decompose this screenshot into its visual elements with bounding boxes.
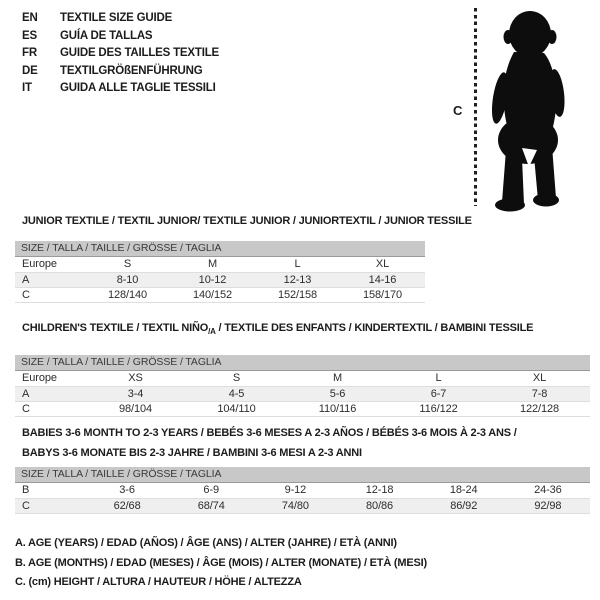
- babies-title-line2: BABYS 3-6 MONATE BIS 2-3 JAHRE / BAMBINI 3-6 MESI A 2-3 ANNI: [22, 446, 362, 459]
- language-row-fr: [22, 45, 219, 63]
- row-label: C: [15, 401, 85, 416]
- size-cell: 152/158: [255, 287, 340, 302]
- table-row: [15, 401, 590, 416]
- babies-title-line1: BABIES 3-6 MONTH TO 2-3 YEARS / BEBÉS 3-6 MESES A 2-3 AÑOS / BÉBÉS 3-6 MOIS À 2-3 ANS /: [22, 427, 517, 439]
- row-label: A: [15, 272, 85, 287]
- legend-line-a: A. AGE (YEARS) / EDAD (AÑOS) / ÂGE (ANS) / ALTER (JAHRE) / ETÀ (ANNI): [15, 537, 397, 549]
- children-table-grid: [15, 371, 590, 417]
- size-cell: L: [388, 371, 489, 386]
- table-row: [15, 483, 590, 498]
- language-code: IT: [22, 82, 32, 95]
- language-code: FR: [22, 47, 37, 60]
- size-cell: 74/80: [253, 498, 337, 513]
- size-cell: 4-5: [186, 386, 287, 401]
- children-table-title: [22, 322, 590, 338]
- junior-size-table: [15, 215, 472, 303]
- children-title-subscript: /A: [208, 327, 216, 337]
- size-cell: 3-4: [85, 386, 186, 401]
- size-cell: S: [186, 371, 287, 386]
- legend-line-c: C. (cm) HEIGHT / ALTURA / HAUTEUR / HÖHE / ALTEZZA: [15, 576, 302, 588]
- language-title: TEXTILGRÖßENFÜHRUNG: [60, 64, 203, 77]
- row-label: C: [15, 287, 85, 302]
- children-title-post: / TEXTILE DES ENFANTS / KINDERTEXTIL / BAMBINI TESSILE: [215, 322, 534, 334]
- children-size-table: [15, 322, 590, 417]
- table-row: [15, 287, 425, 302]
- babies-table-title: [22, 424, 590, 463]
- babies-table-grid: [15, 483, 590, 514]
- size-cell: 122/128: [489, 401, 590, 416]
- language-title-list: [22, 10, 219, 98]
- size-cell: 3-6: [85, 483, 169, 498]
- size-cell: 128/140: [85, 287, 170, 302]
- language-row-de: [22, 63, 219, 81]
- table-row: [15, 498, 590, 513]
- size-cell: 14-16: [340, 272, 425, 287]
- size-cell: XL: [489, 371, 590, 386]
- legend-line-b: B. AGE (MONTHS) / EDAD (MESES) / ÂGE (MOIS) / ALTER (MONATE) / ETÀ (MESI): [15, 556, 427, 569]
- table-row: [15, 386, 590, 401]
- size-cell: 86/92: [422, 498, 506, 513]
- language-title: GUIDE DES TAILLES TEXTILE: [60, 47, 219, 60]
- language-row-es: [22, 28, 219, 46]
- row-label: C: [15, 498, 85, 513]
- children-size-header: SIZE / TALLA / TAILLE / GRÖSSE / TAGLIA: [15, 355, 590, 371]
- row-label: Europe: [15, 371, 85, 386]
- size-cell: 12-13: [255, 272, 340, 287]
- junior-table-title: JUNIOR TEXTILE / TEXTIL JUNIOR/ TEXTILE JUNIOR / JUNIORTEXTIL / JUNIOR TESSILE: [22, 215, 472, 227]
- junior-table-grid: [15, 257, 425, 303]
- language-row-en: [22, 10, 219, 28]
- size-cell: 110/116: [287, 401, 388, 416]
- size-cell: 92/98: [506, 498, 590, 513]
- measure-legend: [15, 534, 427, 593]
- size-cell: 8-10: [85, 272, 170, 287]
- size-cell: 80/86: [337, 498, 421, 513]
- size-cell: L: [255, 257, 340, 272]
- size-cell: 104/110: [186, 401, 287, 416]
- size-cell: 62/68: [85, 498, 169, 513]
- size-cell: S: [85, 257, 170, 272]
- size-cell: 116/122: [388, 401, 489, 416]
- size-cell: 18-24: [422, 483, 506, 498]
- height-measure-label-c: C: [453, 103, 463, 118]
- row-label: A: [15, 386, 85, 401]
- size-cell: 9-12: [253, 483, 337, 498]
- language-title: GUIDA ALLE TAGLIE TESSILI: [60, 82, 216, 95]
- babies-size-header: SIZE / TALLA / TAILLE / GRÖSSE / TAGLIA: [15, 467, 590, 483]
- size-cell: 98/104: [85, 401, 186, 416]
- size-cell: M: [170, 257, 255, 272]
- row-label: Europe: [15, 257, 85, 272]
- size-cell: 10-12: [170, 272, 255, 287]
- language-code: DE: [22, 64, 38, 77]
- size-cell: XL: [340, 257, 425, 272]
- size-cell: 140/152: [170, 287, 255, 302]
- table-row: [15, 272, 425, 287]
- size-cell: M: [287, 371, 388, 386]
- table-row: [15, 257, 425, 272]
- height-measure-dotted-line: [474, 8, 477, 206]
- size-cell: XS: [85, 371, 186, 386]
- language-title: TEXTILE SIZE GUIDE: [60, 12, 173, 24]
- size-cell: 6-7: [388, 386, 489, 401]
- language-code: EN: [22, 12, 38, 24]
- size-cell: 6-9: [169, 483, 253, 498]
- size-cell: 24-36: [506, 483, 590, 498]
- children-title-pre: CHILDREN'S TEXTILE / TEXTIL NIÑO: [22, 322, 209, 334]
- table-row: [15, 371, 590, 386]
- size-cell: 5-6: [287, 386, 388, 401]
- size-cell: 68/74: [169, 498, 253, 513]
- language-row-it: [22, 80, 219, 98]
- row-label: B: [15, 483, 85, 498]
- junior-size-header: SIZE / TALLA / TAILLE / GRÖSSE / TAGLIA: [15, 241, 425, 257]
- baby-silhouette: [484, 10, 570, 212]
- language-title: GUÍA DE TALLAS: [60, 29, 153, 42]
- size-cell: 158/170: [340, 287, 425, 302]
- size-cell: 12-18: [337, 483, 421, 498]
- size-cell: 7-8: [489, 386, 590, 401]
- language-code: ES: [22, 29, 37, 42]
- babies-size-table: [15, 424, 590, 514]
